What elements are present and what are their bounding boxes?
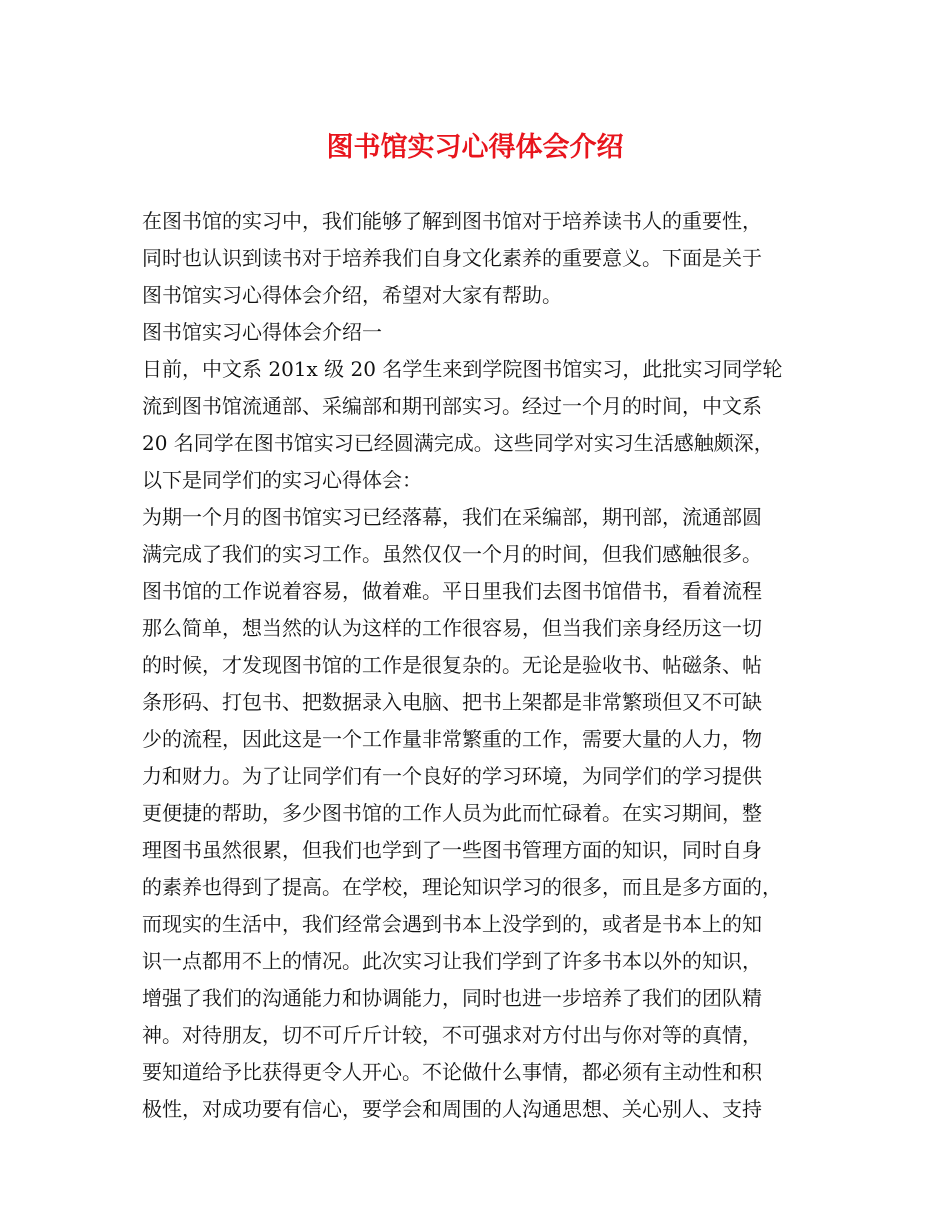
body-line: 满完成了我们的实习工作。虽然仅仅一个月的时间，但我们感触很多。	[142, 542, 762, 566]
body-line: 少的流程，因此这是一个工作量非常繁重的工作，需要大量的人力，物	[142, 727, 762, 751]
body-line: 以下是同学们的实习心得体会：	[142, 468, 422, 492]
body-line: 的时候，才发现图书馆的工作是很复杂的。无论是验收书、帖磁条、帖	[142, 653, 762, 677]
body-line: 流到图书馆流通部、采编部和期刊部实习。经过一个月的时间，中文系	[142, 394, 762, 418]
body-line: 图书馆实习心得体会介绍，希望对大家有帮助。	[142, 283, 562, 307]
body-line: 20 名同学在图书馆实习已经圆满完成。这些同学对实习生活感触颇深，	[142, 431, 774, 455]
body-line: 要知道给予比获得更令人开心。不论做什么事情，都必须有主动性和积	[142, 1060, 762, 1084]
body-line: 极性，对成功要有信心，要学会和周围的人沟通思想、关心别人、支持	[142, 1097, 762, 1121]
body-line: 图书馆的工作说着容易，做着难。平日里我们去图书馆借书，看着流程	[142, 579, 762, 603]
section-heading-line: 图书馆实习心得体会介绍一	[142, 320, 382, 344]
body-line: 为期一个月的图书馆实习已经落幕，我们在采编部，期刊部，流通部圆	[142, 505, 762, 529]
body-line: 增强了我们的沟通能力和协调能力，同时也进一步培养了我们的团队精	[142, 986, 762, 1010]
body-line: 那么简单，想当然的认为这样的工作很容易，但当我们亲身经历这一切	[142, 616, 762, 640]
body-line: 而现实的生活中，我们经常会遇到书本上没学到的，或者是书本上的知	[142, 912, 762, 936]
body-line: 条形码、打包书、把数据录入电脑、把书上架都是非常繁琐但又不可缺	[142, 690, 762, 714]
body-line: 同时也认识到读书对于培养我们自身文化素养的重要意义。下面是关于	[142, 246, 762, 270]
body-line: 在图书馆的实习中，我们能够了解到图书馆对于培养读书人的重要性，	[142, 209, 762, 233]
document-title: 图书馆实习心得体会介绍	[326, 132, 624, 163]
body-line: 力和财力。为了让同学们有一个良好的学习环境，为同学们的学习提供	[142, 764, 762, 788]
document-body	[142, 203, 822, 1128]
body-line: 日前，中文系 201x 级 20 名学生来到学院图书馆实习，此批实习同学轮	[142, 357, 783, 381]
body-line: 识一点都用不上的情况。此次实习让我们学到了许多书本以外的知识，	[142, 949, 762, 973]
body-line: 神。对待朋友，切不可斤斤计较，不可强求对方付出与你对等的真情，	[142, 1023, 762, 1047]
body-line: 的素养也得到了提高。在学校，理论知识学习的很多，而且是多方面的，	[142, 875, 782, 899]
body-line: 理图书虽然很累，但我们也学到了一些图书管理方面的知识，同时自身	[142, 838, 762, 862]
body-line: 更便捷的帮助，多少图书馆的工作人员为此而忙碌着。在实习期间，整	[142, 801, 762, 825]
